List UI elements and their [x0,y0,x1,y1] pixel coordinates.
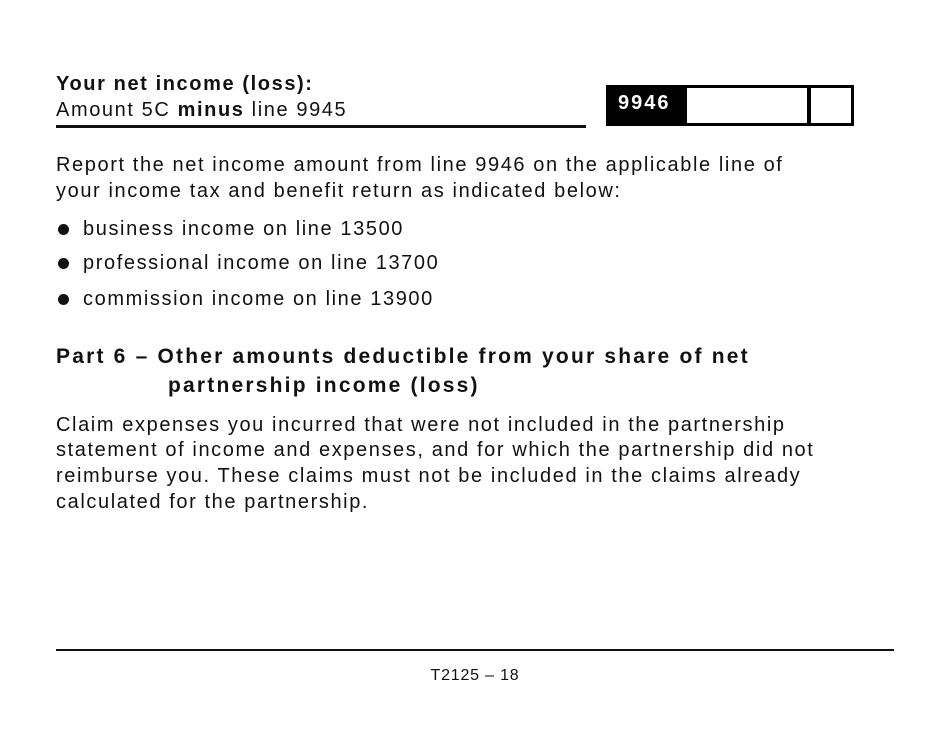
part6-paragraph-line: statement of income and expenses, and for which the partnership did not [56,439,815,461]
report-text-line-1: Report the net income amount from line 9946 on the applicable line of [56,154,784,176]
list-item-text: professional income on line 13700 [83,252,440,274]
net-income-prefix: Amount 5C [56,99,178,121]
net-income-underline [56,125,586,128]
list-item-text: business income on line 13500 [83,218,405,240]
net-income-minus: minus [177,99,245,121]
bullet-icon [58,258,69,269]
net-income-description [56,97,347,123]
part6-paragraph-line: Claim expenses you incurred that were not included in the partnership [56,414,786,436]
bullet-icon [58,294,69,305]
line-9946-field-group [606,85,854,126]
part6-paragraph-line: calculated for the partnership. [56,491,370,513]
list-item-text: commission income on line 13900 [83,288,434,310]
page-number: T2125 – 18 [430,667,520,684]
line-9946-dollars-input[interactable] [687,88,807,123]
footer-divider [56,649,894,651]
line-number-label: 9946 [618,92,671,114]
line-9946-cents-input[interactable] [811,88,851,123]
net-income-suffix: line 9945 [244,99,348,121]
part6-paragraph-line: reimburse you. These claims must not be included in the claims already [56,465,802,487]
bullet-icon [58,224,69,235]
part6-heading-line-1: Part 6 – Other amounts deductible from your share of net [56,345,750,368]
part6-heading-line-2: partnership income (loss) [168,374,480,397]
report-text-line-2: your income tax and benefit return as indicated below: [56,180,622,202]
net-income-title: Your net income (loss): [56,73,314,95]
